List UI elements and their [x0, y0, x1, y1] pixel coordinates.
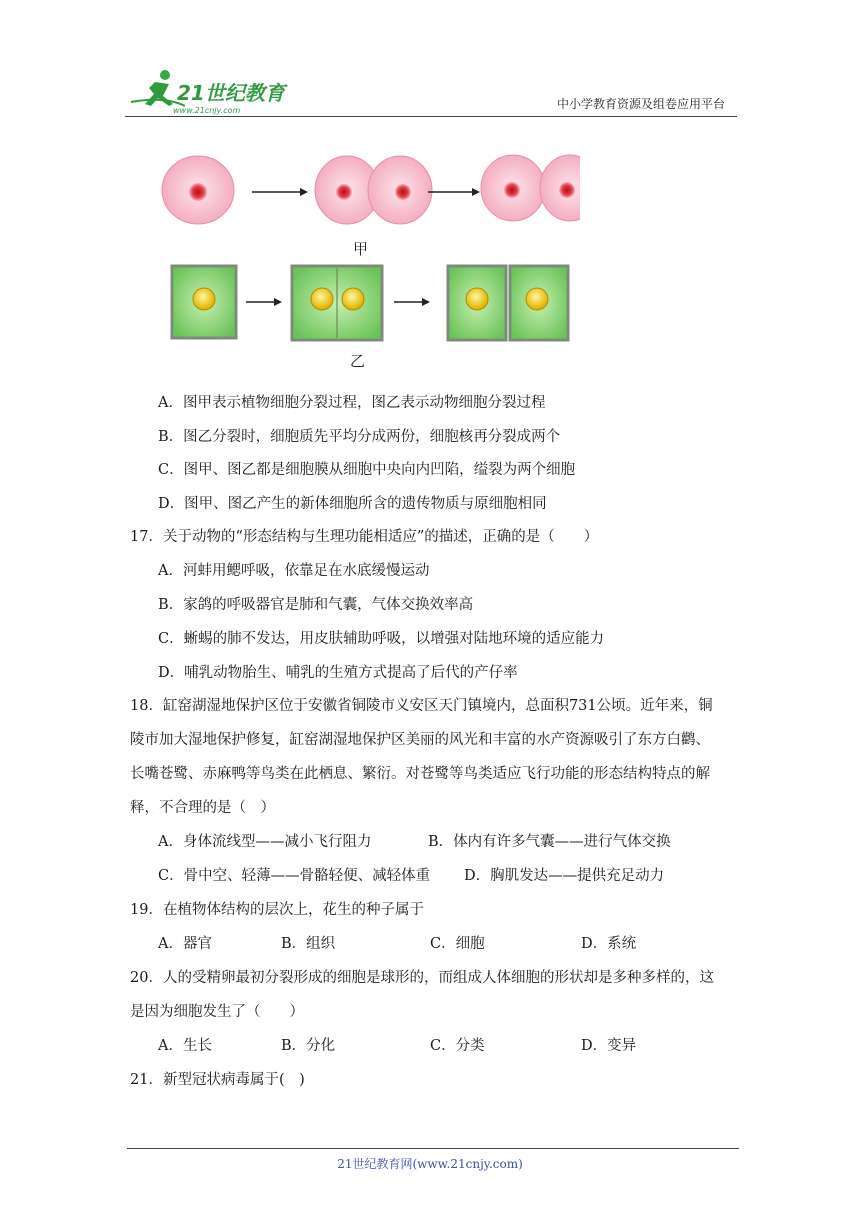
q18-option-c: C．骨中空、轻薄——骨骼轻便、减轻体重 — [158, 868, 431, 884]
animal-cell-stage-2 — [315, 156, 432, 224]
q18-stem-line-4: 释，不合理的是（ ） — [130, 800, 275, 816]
q16-option-d: D．图甲、图乙产生的新体细胞所含的遗传物质与原细胞相同 — [158, 496, 547, 512]
footer-divider — [127, 1148, 739, 1149]
q16-option-a: A．图甲表示植物细胞分裂过程，图乙表示动物细胞分裂过程 — [158, 395, 546, 411]
page-header — [125, 66, 737, 116]
site-logo — [125, 66, 295, 116]
q19-stem: 19．在植物体结构的层次上，花生的种子属于 — [130, 902, 424, 918]
q17-option-d: D．哺乳动物胎生、哺乳的生殖方式提高了后代的产仔率 — [158, 665, 518, 681]
q18-option-b: B．体内有许多气囊——进行气体交换 — [428, 834, 671, 850]
q20-option-b: B．分化 — [281, 1038, 336, 1054]
cell-division-figure — [160, 148, 580, 378]
svg-text:21世纪教育: 21世纪教育 — [177, 81, 285, 105]
svg-text:www.21cnjy.com: www.21cnjy.com — [173, 106, 241, 115]
q19-option-b: B．组织 — [281, 936, 336, 952]
figure-label-jia: 甲 — [353, 240, 369, 258]
figure-label-yi: 乙 — [350, 352, 366, 370]
arrow-icon — [252, 188, 308, 196]
q19-option-a: A．器官 — [158, 936, 212, 952]
animal-cell-stage-3 — [481, 155, 580, 221]
q20-option-c: C．分类 — [430, 1038, 485, 1054]
q18-stem-line-3: 长嘴苍鹭、赤麻鸭等鸟类在此栖息、繁衍。对苍鹭等鸟类适应飞行功能的形态结构特点的解 — [130, 766, 710, 782]
animal-cell-stage-1 — [162, 156, 234, 224]
q18-stem-line-2: 陵市加大湿地保护修复，缸窑湖湿地保护区美丽的风光和丰富的水产资源吸引了东方白鹳、 — [130, 732, 710, 748]
q21-stem: 21．新型冠状病毒属于( ) — [130, 1072, 305, 1088]
q20-stem-line-2: 是因为细胞发生了（ ） — [130, 1004, 304, 1020]
plant-cell-stage-2 — [292, 266, 382, 340]
header-divider — [125, 116, 737, 117]
arrow-icon — [246, 298, 282, 306]
q18-stem-line-1: 18．缸窑湖湿地保护区位于安徽省铜陵市义安区天门镇境内，总面积731公顷。近年来，铜 — [130, 698, 713, 714]
q17-option-b: B．家鸽的呼吸器官是肺和气囊，气体交换效率高 — [158, 597, 474, 613]
plant-cell-stage-1 — [172, 266, 236, 338]
arrow-icon — [394, 298, 430, 306]
q18-option-a: A．身体流线型——减小飞行阻力 — [158, 834, 372, 850]
plant-cell-stage-3 — [448, 266, 568, 340]
q20-option-a: A．生长 — [158, 1038, 212, 1054]
q20-stem-line-1: 20．人的受精卵最初分裂形成的细胞是球形的，而组成人体细胞的形状却是多种多样的，这 — [130, 970, 714, 986]
q18-option-d: D．胸肌发达——提供充足动力 — [464, 868, 665, 884]
q17-stem: 17．关于动物的“形态结构与生理功能相适应”的描述，正确的是（ ） — [130, 529, 599, 545]
q17-option-a: A．河蚌用鳃呼吸，依靠足在水底缓慢运动 — [158, 563, 430, 579]
footer-link[interactable]: 21世纪教育网(www.21cnjy.com) — [337, 1157, 523, 1171]
arrow-icon — [428, 188, 480, 196]
q16-option-b: B．图乙分裂时，细胞质先平均分成两份，细胞核再分裂成两个 — [158, 429, 561, 445]
q16-option-c: C．图甲、图乙都是细胞膜从细胞中央向内凹陷，缢裂为两个细胞 — [158, 462, 576, 478]
q19-option-c: C．细胞 — [430, 936, 485, 952]
q20-option-d: D．变异 — [581, 1038, 637, 1054]
q17-option-c: C．蜥蜴的肺不发达，用皮肤辅助呼吸，以增强对陆地环境的适应能力 — [158, 631, 605, 647]
q19-option-d: D．系统 — [581, 936, 637, 952]
platform-name: 中小学教育资源及组卷应用平台 — [556, 97, 725, 111]
cell-division-diagram — [160, 148, 580, 378]
